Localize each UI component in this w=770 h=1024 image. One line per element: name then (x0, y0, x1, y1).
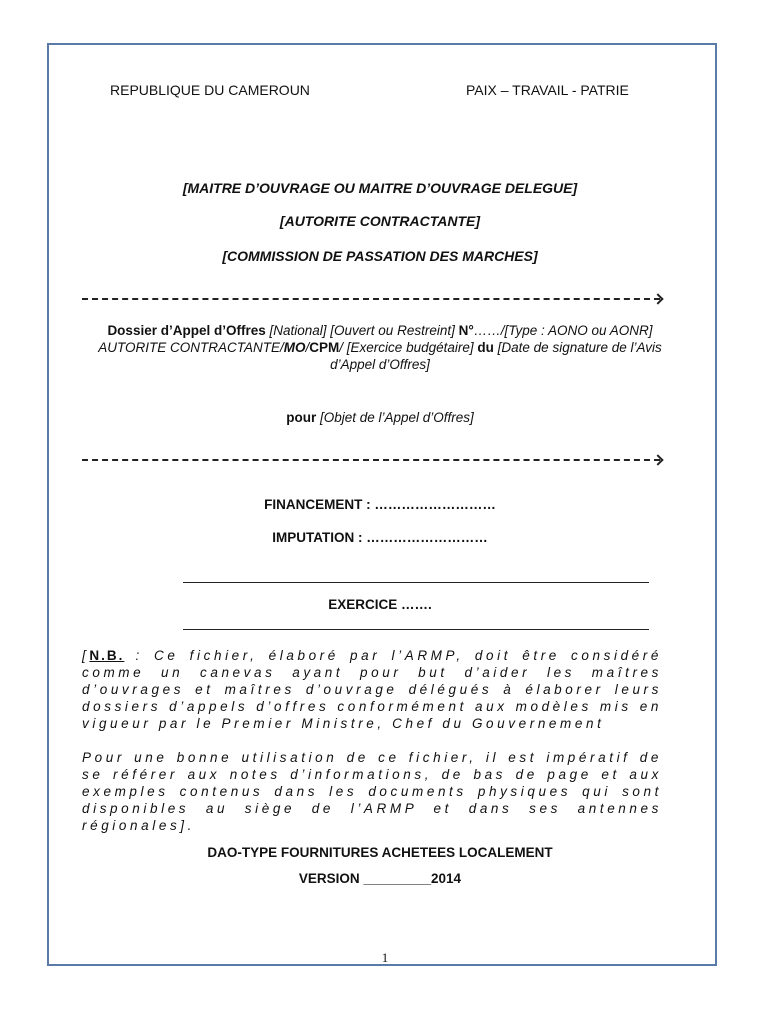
dossier-objet: [Objet de l’Appel d’Offres] (319, 410, 474, 425)
usage-paragraph: Pour une bonne utilisation de ce fichier, il est impératif de se référer aux notes d’informations, de bas de page et aux exemples contenus dans les documents physiques qui sont disponibles au siège de l’ARMP et dans ses antennes régionales]. (82, 750, 662, 833)
version-year: 2014 (431, 871, 462, 886)
nb-label: N.B. (89, 648, 125, 663)
title-maitre-ouvrage: [MAITRE D’OUVRAGE OU MAITRE D’OUVRAGE DELEGUE] (182, 180, 578, 196)
version-line (80, 871, 680, 886)
country-motto: PAIX – TRAVAIL - PATRIE (466, 82, 629, 98)
rule-bottom (183, 629, 649, 630)
dossier-authority: AUTORITE CONTRACTANTE/ (98, 340, 284, 355)
dossier-date: [Date de signature de l’Avis d’Appel d’Offres] (330, 340, 662, 372)
nb-paragraph (82, 647, 662, 732)
dossier-num-value: ……/[Type : AONO ou AONR] (473, 323, 653, 338)
country-name: REPUBLIQUE DU CAMEROUN (110, 82, 310, 98)
dossier-label: Dossier d’Appel d’Offres (107, 323, 266, 338)
dashed-divider-top (82, 298, 660, 300)
dossier-num-label: N° (458, 323, 474, 338)
dossier-slash1: / (305, 340, 310, 355)
version-blank: _________ (363, 871, 432, 886)
title-autorite: [AUTORITE CONTRACTANTE] (279, 213, 481, 229)
title-commission: [COMMISSION DE PASSATION DES MARCHES] (222, 248, 538, 264)
dossier-pour: pour (286, 410, 317, 425)
dashed-divider-bottom (82, 459, 660, 461)
dossier-slash2: / (339, 340, 344, 355)
imputation-line: IMPUTATION : ……………………… (272, 530, 488, 545)
dossier-type: [National] [Ouvert ou Restreint] (269, 323, 455, 338)
dossier-mo: MO (283, 340, 306, 355)
version-label: VERSION (298, 871, 360, 886)
rule-top (183, 582, 649, 583)
page-number: 1 (381, 950, 389, 965)
dossier-exercise: [Exercice budgétaire] (346, 340, 474, 355)
dossier-cpm: CPM (309, 340, 340, 355)
nb-open-bracket: [ (82, 648, 90, 663)
dossier-du: du (477, 340, 494, 355)
nb-text: : Ce fichier, élaboré par l’ARMP, doit être considéré comme un canevas ayant pour but d’aider les maîtres d’ouvrages et maîtres d’ouvrage délégués à élaborer leurs dossiers d’appels d’offres conformément aux modèles mis en vigueur par le Premier Ministre, Chef du Gouvernement (82, 648, 662, 731)
dossier-object (80, 409, 680, 426)
dossier-block (80, 322, 680, 373)
dao-type-title: DAO-TYPE FOURNITURES ACHETEES LOCALEMENT (207, 845, 553, 860)
exercice-line: EXERCICE ……. (328, 597, 432, 612)
financement-line: FINANCEMENT : ……………………… (264, 497, 496, 512)
